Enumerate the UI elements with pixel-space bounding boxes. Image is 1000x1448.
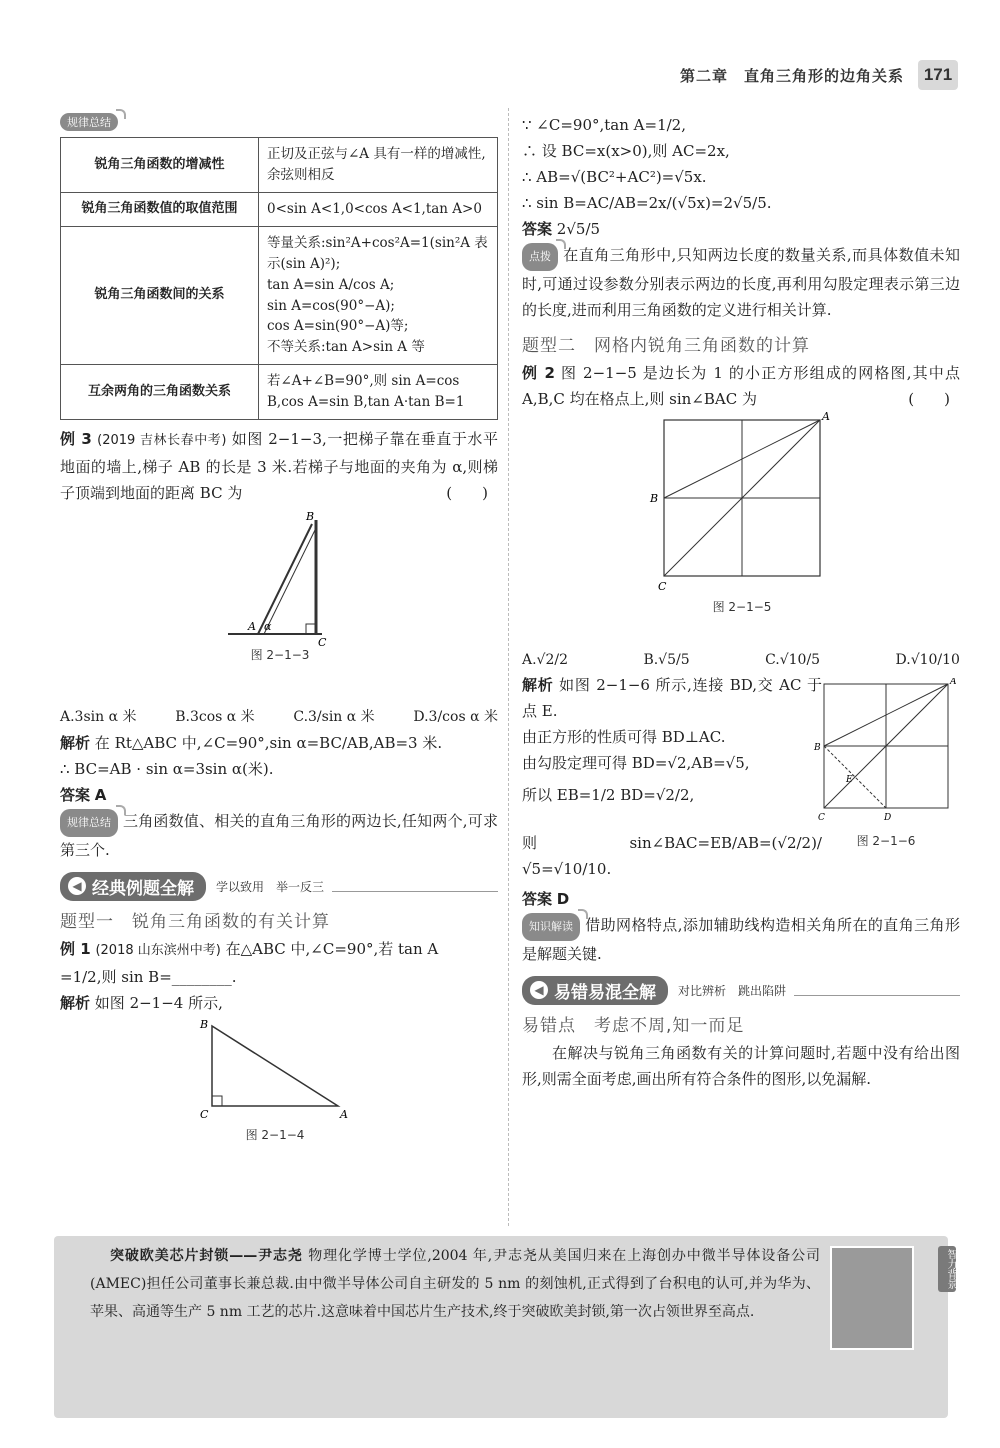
example-text: 如图 2−1−3,一把梯子靠在垂直于水平地面的墙上,梯子 AB 的长是 3 米.若梯子与地面的夹角为 α,则梯子顶端到地面的距离 BC 为 (60, 430, 498, 503)
analysis-label: 解析 (522, 676, 554, 694)
error-title: 易错点 考虑不周,知一而足 (522, 1016, 745, 1036)
background-body: 物理化学博士学位,2004 年,尹志尧从美国归来在上海创办中微半导体设备公司(AMEC)担任公司董事长兼总裁.由中微半导体公司自主研发的 5 nm 的刻蚀机,正式得到了台积电的认可,并为华为、苹果、高通等生产 5 nm 工艺的芯片.这意味着中国芯片生产技术,终于突破欧美封锁,第一次占领世界至高点. (90, 1248, 821, 1320)
ladder-line-2 (264, 528, 316, 634)
section-subtitle: 学以致用 举一反三 (216, 879, 325, 894)
table-value-line: sin A=cos(90°−A); (267, 297, 395, 314)
label-b: B (650, 492, 659, 505)
choices-ex2 (522, 652, 960, 668)
choice-d: D.3/cos α 米 (413, 709, 498, 726)
summary-tag: 规律总结 (60, 113, 118, 131)
solution-line: ∴ 设 BC=x(x>0),则 AC=2x, (522, 142, 730, 160)
section-title: 易错易混全解 (554, 982, 656, 1003)
example-3 (60, 426, 498, 506)
label-e: E (846, 775, 853, 785)
example-2 (522, 360, 960, 412)
answer-ex2 (522, 886, 960, 912)
type-title-2: 题型二 网格内锐角三角函数的计算 (522, 336, 810, 356)
choices-ex3 (60, 706, 498, 726)
triangle-figure (60, 1016, 498, 1124)
answer-ex3 (60, 782, 498, 808)
figure-caption: 图 2−1−4 (245, 1128, 305, 1143)
error-text: 在解决与锐角三角函数有关的计算问题时,若题中没有给出图形,则需全面考虑,画出所有符合条件的图形,以免漏解. (522, 1044, 960, 1088)
tip-tag: 点拨 (522, 243, 558, 271)
table-row (61, 365, 498, 420)
tip-text: 在直角三角形中,只知两边长度的数量关系,而具体数值未知时,可通过设参数分别表示两边的长度,再利用勾股定理表示第三边的长度,进而利用三角函数的定义进行相关计算. (522, 246, 960, 319)
table-key: 锐角三角函数的增减性 (61, 138, 259, 193)
choice-d: D.√10/10 (895, 652, 960, 668)
figure-2-1-4 (60, 1016, 498, 1144)
table-value-line: cos A=sin(90°−A)等; (267, 318, 409, 335)
example-source: (2019 吉林长春中考) (97, 433, 227, 449)
ladder-figure (60, 506, 498, 702)
table-value (259, 226, 498, 365)
analysis-line (522, 672, 822, 724)
analysis-label: 解析 (60, 734, 91, 753)
table-key: 锐角三角函数间的关系 (61, 226, 259, 365)
tip-text: 借助网格特点,添加辅助线构造相关角所在的直角三角形是解题关键. (522, 916, 960, 963)
tip-ex1 (522, 242, 960, 323)
table-key: 锐角三角函数值的取值范围 (61, 192, 259, 226)
left-column (60, 112, 498, 1144)
figure-2-1-5 (522, 412, 960, 648)
example-label: 例 1 (60, 940, 91, 959)
analysis-text: 在 Rt△ABC 中,∠C=90°,sin α=BC/AB,AB=3 米. (94, 734, 443, 753)
section-rule (794, 984, 960, 996)
portrait-photo (830, 1246, 914, 1350)
example-1 (60, 936, 498, 964)
analysis-ex3 (60, 730, 498, 756)
chapter-title: 第二章 直角三角形的边角关系 (679, 66, 904, 85)
page-header (680, 58, 958, 92)
choice-b: B.3cos α 米 (175, 709, 255, 726)
example-text: 图 2−1−5 是边长为 1 的小正方形组成的网格图,其中点 A,B,C 均在格点上,则 sin∠BAC 为 (522, 364, 960, 408)
tip-ex3 (60, 808, 498, 863)
table-value: 若∠A+∠B=90°,则 sin A=cos B,cos A=sin B,tan A·tan B=1 (259, 365, 498, 420)
summary-table (60, 137, 498, 420)
tip-ex2 (522, 912, 960, 967)
analysis-ex1 (60, 990, 498, 1016)
label-b: B (814, 743, 821, 753)
label-a: A (248, 620, 256, 634)
answer-value: A (94, 786, 107, 805)
right-column (522, 112, 960, 1092)
table-value-line: tan A=sin A/cos A; (267, 276, 395, 293)
answer-label: 答案 (522, 220, 553, 238)
tip-text: 三角函数值、相关的直角三角形的两边长,任知两个,可求第三个. (60, 812, 498, 860)
example-text: 在△ABC 中,∠C=90°,若 tan A (225, 940, 439, 959)
background-text (90, 1242, 820, 1326)
triangle-abc (212, 1026, 338, 1106)
table-value-line: 不等关系:tan A>sin A 等 (267, 339, 425, 356)
example-1-line2: =1/2,则 sin B=________. (60, 968, 237, 987)
answer-ex1 (522, 216, 960, 242)
section-banner-classic (60, 873, 498, 899)
label-b: B (306, 510, 315, 524)
table-key: 互余两角的三角函数关系 (61, 365, 259, 420)
speaker-icon: ◀ (530, 981, 548, 999)
analysis-line: 则 sin∠BAC=EB/AB=(√2/2)/√5=√10/10. (522, 834, 822, 878)
table-value: 正切及正弦与∠A 具有一样的增减性,余弦则相反 (259, 138, 498, 193)
solution-line: ∵ ∠C=90°,tan A=1/2, (522, 116, 686, 134)
label-c: C (318, 636, 327, 650)
column-divider (508, 108, 509, 1226)
background-title: 突破欧美芯片封锁——尹志尧 (110, 1248, 303, 1264)
table-value: 0<sin A<1,0<cos A<1,tan A>0 (259, 192, 498, 226)
choice-c: C.3/sin α 米 (293, 709, 375, 726)
figure-caption: 图 2−1−6 (856, 834, 916, 848)
analysis-ex2-block (522, 672, 960, 886)
answer-value: D (556, 890, 570, 908)
background-box (54, 1236, 956, 1418)
label-a: A (340, 1108, 348, 1122)
choice-b: B.√5/5 (643, 652, 690, 668)
example-label: 例 2 (522, 364, 555, 382)
speaker-icon: ◀ (68, 877, 86, 895)
figure-2-1-3 (60, 506, 498, 702)
grid-figure (522, 412, 960, 622)
label-d: D (884, 813, 892, 823)
right-angle-mark (212, 1096, 222, 1106)
section-pill (522, 976, 668, 1005)
figure-caption: 图 2−1−5 (712, 600, 772, 614)
side-tag: 智力背景 (938, 1246, 956, 1292)
analysis-ex3-line2: ∴ BC=AB · sin α=3sin α(米). (60, 760, 274, 779)
section-pill (60, 872, 206, 901)
label-alpha: α (264, 620, 272, 634)
analysis-line: 所以 EB=1/2 BD=√2/2, (522, 786, 695, 804)
example-label: 例 3 (60, 430, 92, 449)
label-c: C (818, 813, 825, 823)
label-c: C (658, 580, 667, 593)
tip-tag: 知识解读 (522, 913, 580, 941)
analysis-label: 解析 (60, 994, 91, 1013)
choice-a: A.3sin α 米 (60, 709, 137, 726)
example-source: (2018 山东滨州中考) (95, 943, 221, 959)
answer-label: 答案 (522, 890, 553, 908)
table-value-line: 等量关系:sin²A+cos²A=1(sin²A 表示(sin A)²); (267, 234, 488, 272)
section-rule (332, 880, 498, 892)
answer-paren: ( ) (908, 390, 950, 408)
figure-2-1-6 (812, 678, 960, 849)
table-row (61, 138, 498, 193)
answer-paren: ( ) (446, 484, 488, 503)
answer-value: 2√5/5 (556, 220, 601, 238)
analysis-ex2 (522, 672, 822, 882)
section-subtitle: 对比辨析 跳出陷阱 (678, 983, 787, 998)
label-b: B (200, 1018, 209, 1032)
analysis-line: 由勾股定理可得 BD=√2,AB=√5, (522, 754, 750, 772)
label-a: A (950, 678, 957, 687)
figure-caption: 图 2−1−3 (250, 648, 310, 663)
answer-label: 答案 (60, 786, 91, 805)
section-title: 经典例题全解 (92, 878, 194, 899)
ladder-line (258, 524, 312, 634)
label-c: C (200, 1108, 209, 1122)
type-title-1: 题型一 锐角三角函数的有关计算 (60, 912, 330, 933)
tip-tag: 规律总结 (60, 809, 118, 837)
solution-line: ∴ sin B=AC/AB=2x/(√5x)=2√5/5. (522, 194, 772, 212)
table-row (61, 226, 498, 365)
table-row (61, 192, 498, 226)
choice-a: A.√2/2 (522, 652, 569, 668)
grid-figure-2 (812, 678, 960, 828)
analysis-text: 如图 2−1−4 所示, (94, 994, 223, 1013)
solution-line: ∴ AB=√(BC²+AC²)=√5x. (522, 168, 707, 186)
analysis-text: 如图 2−1−6 所示,连接 BD,交 AC 于点 E. (522, 676, 822, 720)
choice-c: C.√10/5 (765, 652, 821, 668)
page-number: 171 (918, 60, 958, 90)
analysis-line: 由正方形的性质可得 BD⊥AC. (522, 728, 726, 746)
section-banner-error (522, 977, 960, 1003)
label-a: A (822, 412, 830, 423)
